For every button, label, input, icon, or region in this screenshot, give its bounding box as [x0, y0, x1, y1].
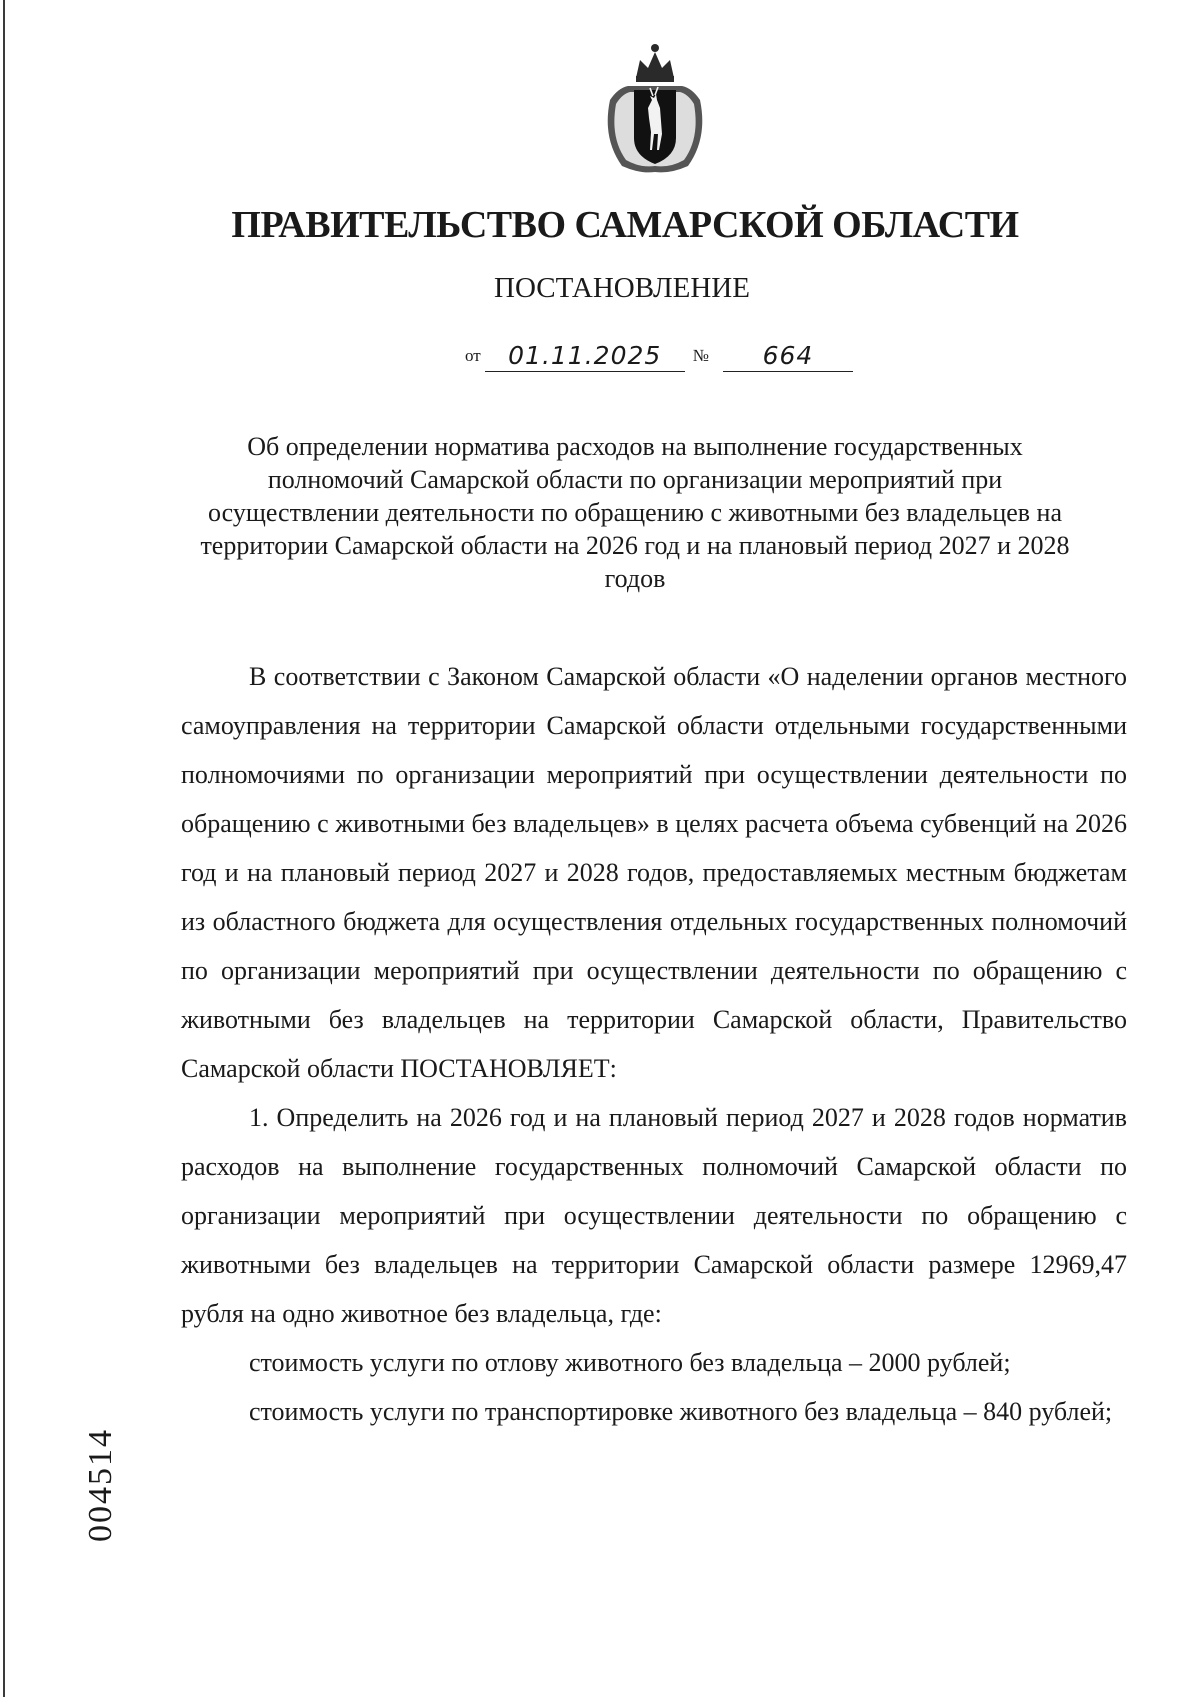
- preamble-paragraph: В соответствии с Законом Самарской области «О наделении органов местного самоуправления на территории Самарской области отдельными государственными полномочиями по организации мероприятий при осуществлении деятельности по обращению с животными без владельцев» в целях расчета объема субвенций на 2026 год и на плановый период 2027 и 2028 годов, предоставляемых местным бюджетам из областного бюджета для осуществления отдельных государственных полномочий по организации мероприятий при осуществлении деятельности по обращению с животными без владельцев на территории Самарской области, Правительство Самарской области ПОСТАНОВЛЯЕТ:: [181, 662, 1127, 1083]
- transport-cost-paragraph: стоимость услуги по транспортировке животного без владельца – 840 рублей;: [249, 1397, 1113, 1426]
- document-date: 01.11.2025: [485, 341, 685, 372]
- document-subject: Об определении норматива расходов на выполнение государственных полномочий Самарской области по организации мероприятий при осуществлении деятельности по обращению с животными без владельцев на территории Самарской области на 2026 год и на плановый период 2027 и 2028 годов: [200, 432, 1070, 593]
- organization-title: ПРАВИТЕЛЬСТВО САМАРСКОЙ ОБЛАСТИ: [231, 204, 1019, 246]
- document-type: ПОСТАНОВЛЕНИЕ: [494, 272, 750, 304]
- samara-coat-of-arms-icon: [596, 38, 714, 176]
- document-number: 664: [723, 341, 853, 372]
- document-body: [181, 652, 1127, 1436]
- capture-cost-paragraph: стоимость услуги по отлову животного без владельца – 2000 рублей;: [249, 1348, 1011, 1377]
- item-1-paragraph: 1. Определить на 2026 год и на плановый период 2027 и 2028 годов норматив расходов на выполнение государственных полномочий Самарской области по организации мероприятий при осуществлении деятельности по обращению с животными без владельцев на территории Самарской области размере 12969,47 рубля на одно животное без владельца, где:: [181, 1103, 1127, 1328]
- date-prefix: от: [465, 346, 481, 365]
- number-prefix: №: [692, 346, 709, 365]
- document-date-number: [465, 332, 853, 372]
- scan-page-edge: [3, 0, 5, 1697]
- side-registration-number: 004514: [82, 1428, 119, 1542]
